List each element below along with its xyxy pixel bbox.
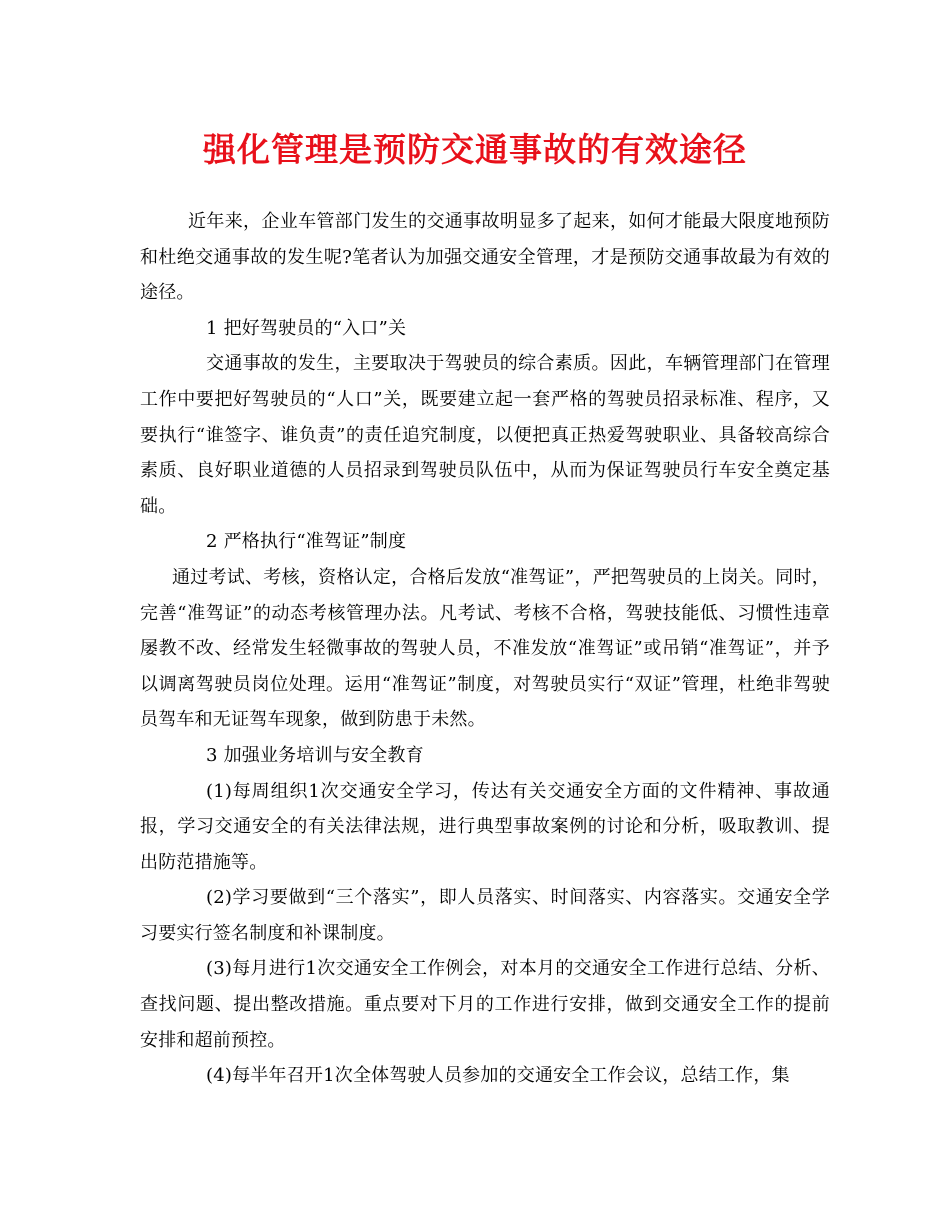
- paragraph-section-2: 通过考试、考核，资格认定，合格后发放“准驾证”，严把驾驶员的上岗关。同时，完善“准驾证”的动态考核管理办法。凡考试、考核不合格，驾驶技能低、习惯性违章屡教不改、经常发生轻微事故的驾驶人员，不准发放“准驾证”或吊销“准驾证”，并予以调离驾驶员岗位处理。运用“准驾证”制度，对驾驶员实行“双证”管理，杜绝非驾驶员驾车和无证驾车现象，做到防患于未然。: [140, 566, 830, 731]
- paragraph-section-1: 交通事故的发生，主要取决于驾驶员的综合素质。因此，车辆管理部门在管理工作中要把好驾驶员的“人口”关，既要建立起一套严格的驾驶员招录标准、程序，又要执行“谁签字、谁负责”的责任追究制度，以便把真正热爱驾驶职业、具备较高综合素质、良好职业道德的人员招录到驾驶员队伍中，从而为保证驾驶员行车安全奠定基础。: [140, 353, 830, 517]
- list-item-2: (2)学习要做到“三个落实”，即人员落实、时间落实、内容落实。交通安全学习要实行签名制度和补课制度。: [140, 887, 830, 944]
- document-title: 强化管理是预防交通事故的有效途径: [203, 130, 747, 169]
- paragraph-intro: 近年来，企业车管部门发生的交通事故明显多了起来，如何才能最大限度地预防和杜绝交通事故的发生呢?笔者认为加强交通安全管理，才是预防交通事故最为有效的途径。: [140, 211, 830, 304]
- section-heading-1: 1 把好驾驶员的“入口”关: [206, 317, 407, 339]
- list-item-1: (1)每周组织1次交通安全学习，传达有关交通安全方面的文件精神、事故通报，学习交通安全的有关法律法规，进行典型事故案例的讨论和分析，吸取教训、提出防范措施等。: [140, 780, 830, 873]
- list-item-4: (4)每半年召开1次全体驾驶人员参加的交通安全工作会议，总结工作，集: [206, 1065, 790, 1087]
- document-body: [140, 204, 830, 1094]
- list-item-3: (3)每月进行1次交通安全工作例会，对本月的交通安全工作进行总结、分析、查找问题、提出整改措施。重点要对下月的工作进行安排，做到交通安全工作的提前安排和超前预控。: [140, 958, 830, 1051]
- section-heading-2: 2 严格执行“准驾证”制度: [206, 531, 407, 553]
- section-heading-3: 3 加强业务培训与安全教育: [206, 744, 424, 766]
